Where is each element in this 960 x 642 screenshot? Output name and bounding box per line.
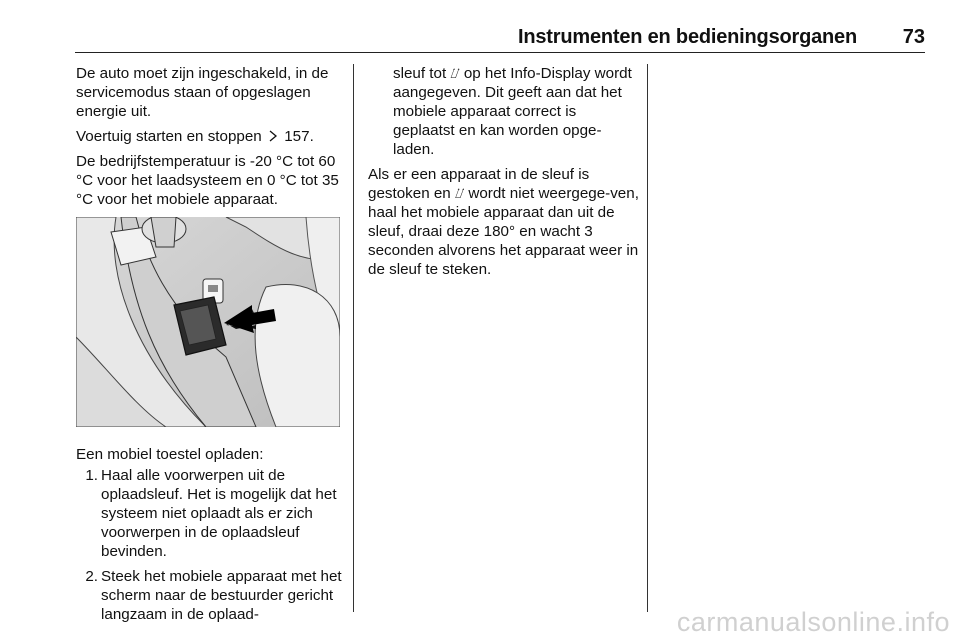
middle-column: [368, 64, 640, 285]
step-number: 2.: [85, 568, 98, 585]
charging-symbol-icon: ⌰: [450, 65, 460, 81]
reference-page-link[interactable]: 157.: [284, 128, 314, 145]
step-text: Steek het mobiele apparaat met het scherm naar de bestuurder gericht langzaam in de oplaad-: [101, 568, 342, 623]
list-item: [76, 466, 342, 561]
reference-text: Voertuig starten en stoppen: [76, 128, 262, 145]
ignition-note: De auto moet zijn ingeschakeld, in de servicemodus staan of opgeslagen energie uit.: [76, 65, 329, 120]
page-reference-arrow-icon: [268, 130, 278, 142]
step-number: 1.: [85, 467, 98, 484]
wireless-charging-slot-illustration: [76, 217, 340, 427]
troubleshoot-text-a: Als er een apparaat in de sleuf is gestoken en: [368, 166, 590, 202]
troubleshoot-text-b: wordt niet weergege-ven, haal het mobiele apparaat dan uit de sleuf, draai deze 180° en wacht 3 seconden alvorens het apparaat weer in de sleuf te steken.: [368, 185, 639, 278]
page-title: Instrumenten en bedieningsorganen: [518, 26, 857, 48]
charging-steps-list: [76, 466, 342, 624]
list-item: [76, 567, 342, 624]
start-stop-reference: [76, 127, 342, 146]
step-2-continuation: [368, 64, 640, 159]
left-column: [76, 64, 342, 630]
continuation-text-a: sleuf tot: [393, 65, 447, 82]
step-text: Haal alle voorwerpen uit de oplaadsleuf. Het is mogelijk dat het systeem niet oplaadt als er zich voorwerpen in de oplaadsleuf bevinden.: [101, 467, 337, 560]
list-intro: Een mobiel toestel opladen:: [76, 446, 264, 463]
page-number: 73: [902, 26, 925, 48]
column-divider: [353, 64, 354, 612]
column-divider: [647, 64, 648, 612]
charging-symbol-icon: ⌰: [455, 185, 465, 201]
continuation-text-b: op het Info-Display wordt aangegeven. Dit geeft aan dat het mobiele apparaat correct is geplaatst en kan worden opge-laden.: [393, 65, 632, 158]
watermark: carmanualsonline.info: [676, 607, 950, 637]
temperature-note: De bedrijfstemperatuur is -20 °C tot 60 °C voor het laadsysteem en 0 °C tot 35 °C voor het mobiele apparaat.: [76, 153, 339, 208]
page-header: [75, 24, 925, 53]
troubleshoot-note: [368, 165, 640, 279]
